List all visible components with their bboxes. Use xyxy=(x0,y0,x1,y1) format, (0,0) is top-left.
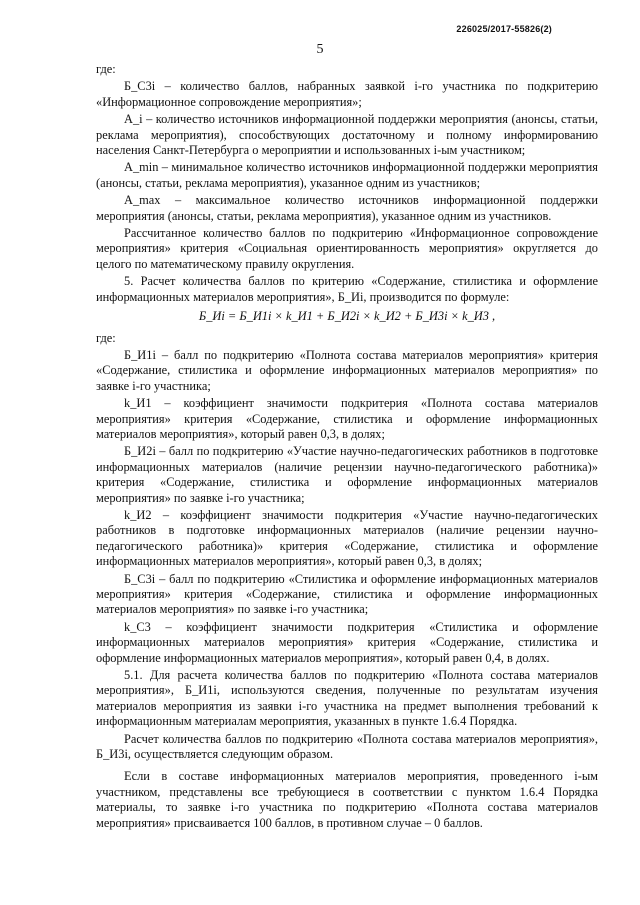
document-id: 226025/2017-55826(2) xyxy=(456,24,552,34)
paragraph: 5. Расчет количества баллов по критерию «Содержание, стилистика и оформление информационных материалов мероприятия», Б_Иi, производится по формуле: xyxy=(96,274,598,304)
paragraph: Б_С3i – количество баллов, набранных заявкой i-го участника по подкритерию «Информационное сопровождение мероприятия»; xyxy=(96,79,598,109)
page-number: 5 xyxy=(316,42,324,57)
paragraph: A_min – минимальное количество источников информационной поддержки мероприятия (анонсы, статьи, реклама мероприятия), указанное одним из участников; xyxy=(96,160,598,190)
paragraph: где: xyxy=(96,330,116,345)
paragraph: A_max – максимальное количество источников информационной поддержки мероприятия (анонсы, статьи, реклама мероприятия), указанное одним из участников. xyxy=(96,193,598,223)
paragraph: Б_И2i – балл по подкритерию «Участие научно-педагогических работников в подготовке информационных материалов (наличие рецензии научно-педагогического работника)» критерия «Содержание, стилистика и оформление информационных материалов мероприятия» по заявке i-го участника; xyxy=(96,444,598,505)
paragraph: A_i – количество источников информационной поддержки мероприятия (анонсы, статьи, реклама мероприятия), способствующих достаточному и полному информированию населения Санкт-Петербурга о мероприятии и использованных i-ым участником; xyxy=(96,112,598,158)
paragraph: k_И2 – коэффициент значимости подкритерия «Участие научно-педагогических работников в подготовке информационных материалов (наличие рецензии научно-педагогического работника)» критерия «Содержание, стилистика и оформление информационных материалов мероприятия», который равен 0,3, в долях; xyxy=(96,507,598,569)
paragraph: Если в составе информационных материалов мероприятия, проведенного i-ым участником, представлены все требующиеся в соответствии с пунктом 1.6.4 Порядка материалы, то заявке i-го участника по подкритерию «Полнота состава материалов мероприятия» присваивается 100 баллов, в противном случае – 0 баллов. xyxy=(96,769,598,830)
paragraph: 5.1. Для расчета количества баллов по подкритерию «Полнота состава материалов мероприятия», Б_И1i, используются сведения, полученные по результатам изучения материалов мероприятия из заявки i-го участника на предмет выполнения требований к информационным материалам мероприятия, указанных в пункте 1.6.4 Порядка. xyxy=(96,668,598,729)
paragraph: k_С3 – коэффициент значимости подкритерия «Стилистика и оформление информационных материалов мероприятия» критерия «Содержание, стилистика и оформление информационных материалов мероприятия», который равен 0,4, в долях. xyxy=(96,619,598,665)
document-body xyxy=(96,62,598,833)
paragraph: Расчет количества баллов по подкритерию «Полнота состава материалов мероприятия», Б_И3i, осуществляется следующим образом. xyxy=(96,731,598,762)
formula: Б_Иi = Б_И1i × k_И1 + Б_И2i × k_И2 + Б_И3i × k_И3 , xyxy=(198,309,496,324)
paragraph: Рассчитанное количество баллов по подкритерию «Информационное сопровождение мероприятия» критерия «Социальная ориентированность мероприятия» округляется до целого по математическому правилу округления. xyxy=(96,226,598,271)
paragraph: k_И1 – коэффициент значимости подкритерия «Полнота состава материалов мероприятия» критерия «Содержание, стилистика и оформление информационных материалов мероприятия», который равен 0,3, в долях; xyxy=(96,396,598,441)
paragraph: Б_И1i – балл по подкритерию «Полнота состава материалов мероприятия» критерия «Содержание, стилистика и оформление информационных материалов мероприятия» по заявке i-го участника; xyxy=(96,347,598,393)
paragraph: Б_С3i – балл по подкритерию «Стилистика и оформление информационных материалов мероприятия» критерия «Содержание, стилистика и оформление информационных материалов мероприятия» по заявке i-го участника; xyxy=(96,571,598,617)
paragraph: где: xyxy=(96,62,116,76)
